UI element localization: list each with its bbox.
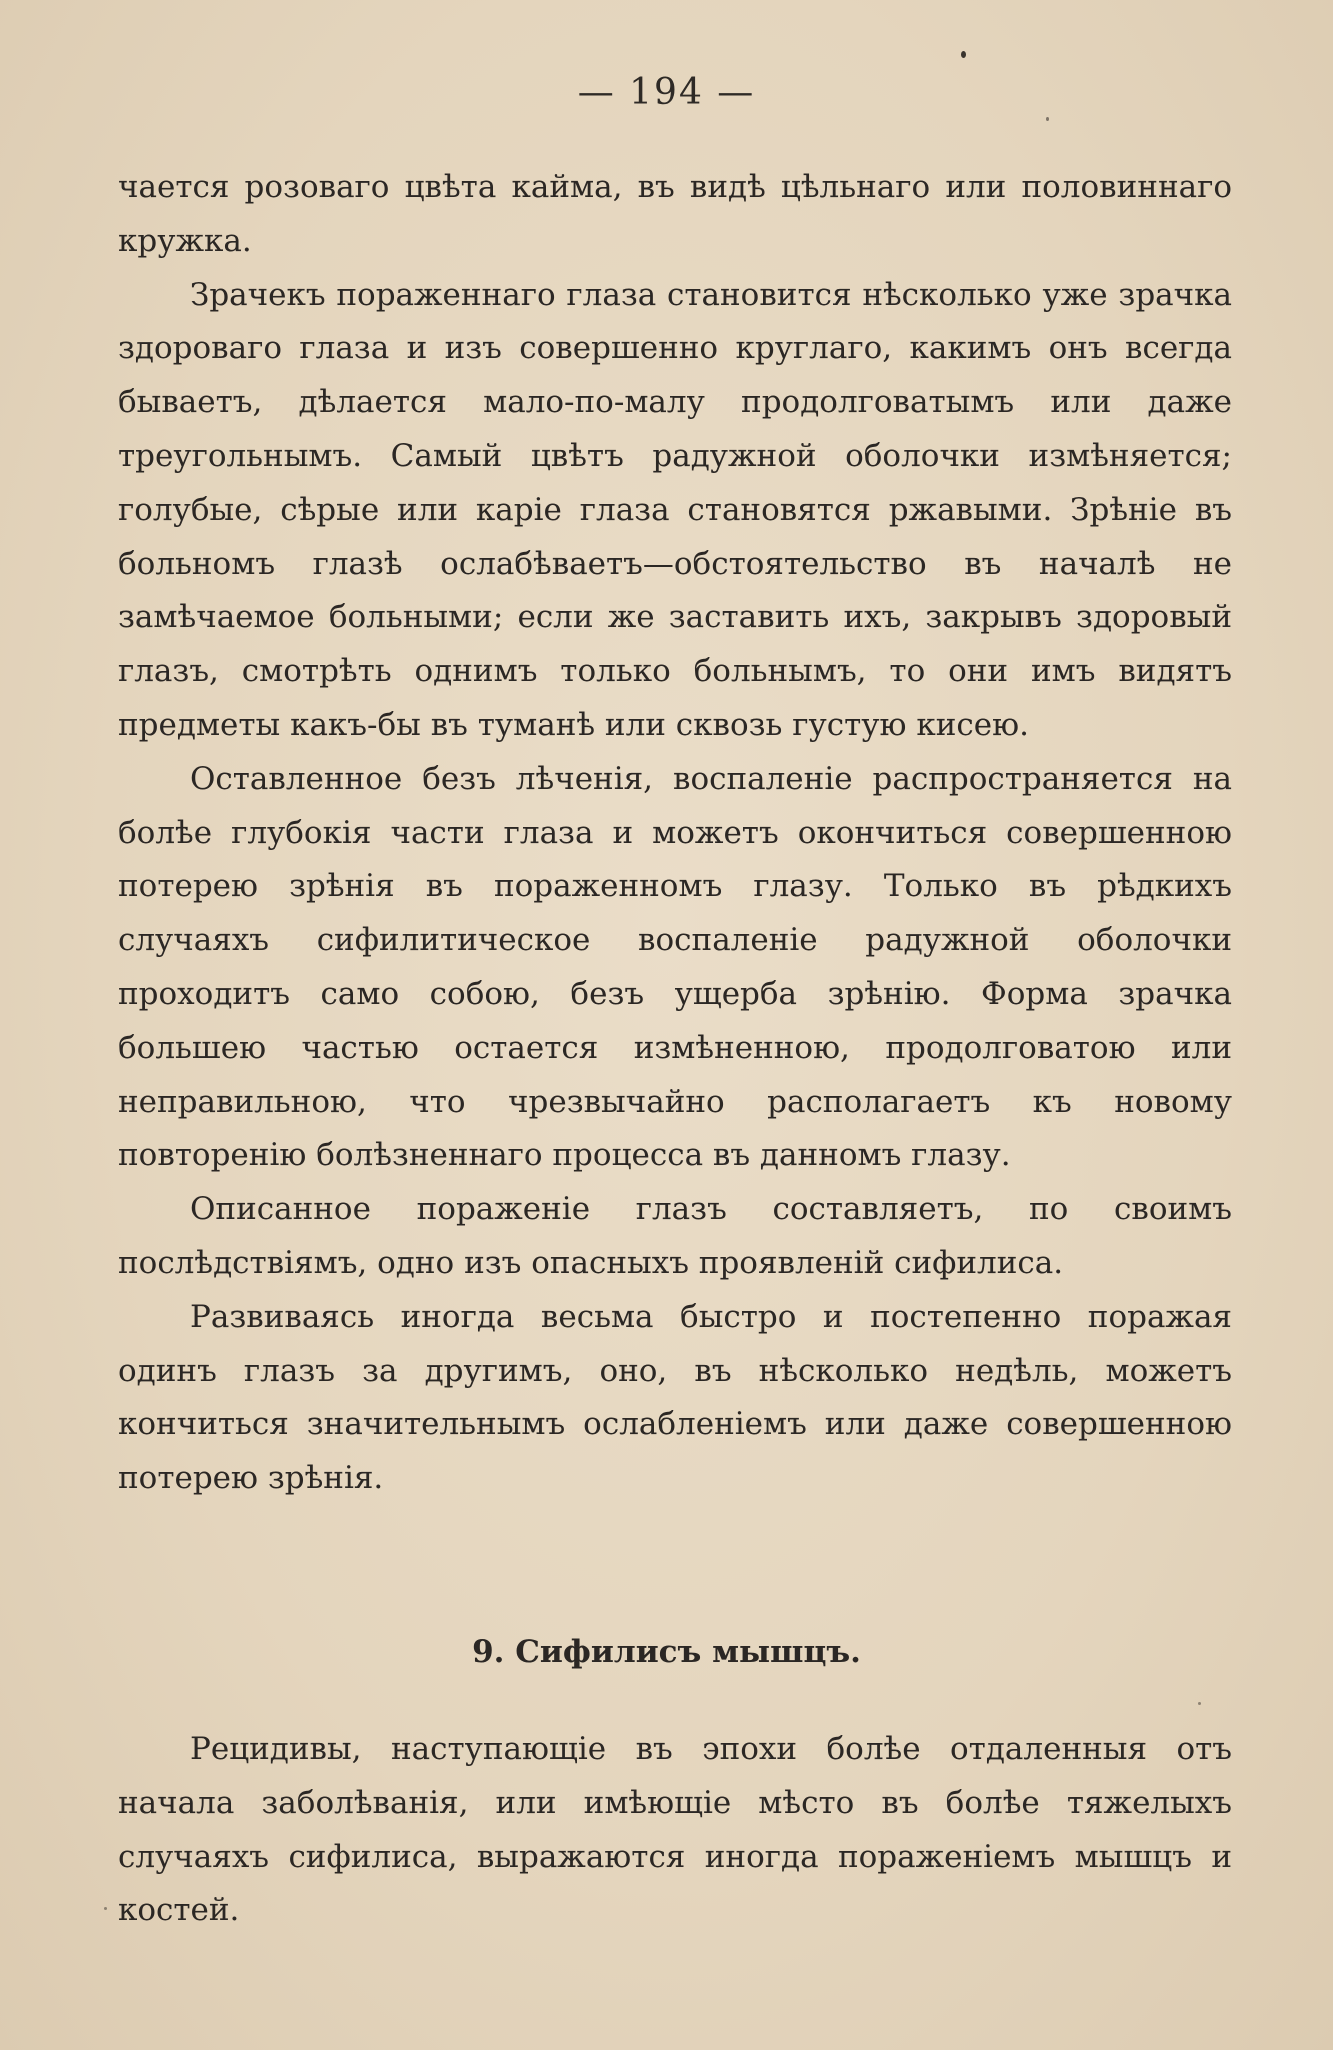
section-body-text [118,1723,1232,1938]
paragraph: Рецидивы, наступающie въ эпохи болѣе отдаленныя отъ начала заболѣванiя, или имѣющie мѣсто въ болѣе тяжелыхъ случаяхъ сифилиса, выражаются иногда пораженiемъ мышцъ и костей. [118,1731,1232,1929]
paragraph: Описанное пораженie глазъ составляетъ, по своимъ послѣдствiямъ, одно изъ опасныхъ проявленiй сифилиса. [118,1191,1232,1281]
paragraph: Оставленное безъ лѣченiя, воспаленie распространяется на болѣе глубокiя части глаза и можетъ окончиться совершенною потерею зрѣнiя въ пораженномъ глазу. Только въ рѣдкихъ случаяхъ сифилитическое воспаленie радужной оболочки проходитъ само собою, безъ ущерба зрѣнiю. Форма зрачка большею частью остается измѣненною, продолговатою или неправильною, что чрезвычайно располагаетъ къ новому повторенiю болѣзненнаго процесса въ данномъ глазу. [118,760,1232,1174]
ink-speck [1198,1702,1201,1705]
ink-speck [961,51,966,58]
paragraph: Развиваясь иногда весьма быстро и постепенно поражая одинъ глазъ за другимъ, оно, въ нѣсколько недѣль, можетъ кончиться значительнымъ ослабленiемъ или даже совершенною потерею зрѣнiя. [118,1298,1232,1497]
page-number: — 194 — [577,72,756,113]
paragraph: Зрачекъ пораженнаго глаза становится нѣсколько уже зрачка здороваго глаза и изъ совершенно круглаго, какимъ онъ всегда бываетъ, дѣлается мало-по-малу продолговатымъ или даже треугольнымъ. Самый цвѣтъ радужной оболочки измѣняется; голубые, сѣрые или карie глаза становятся ржавыми. Зрѣнie въ больномъ глазѣ ослабѣваетъ—обстоятельство въ началѣ не замѣчаемое больными; если же заставить ихъ, закрывъ здоровый глазъ, смотрѣть однимъ только больнымъ, то они имъ видятъ предметы какъ-бы въ туманѣ или сквозь густую кисею. [118,276,1232,743]
paragraph: чается розоваго цвѣта кайма, въ видѣ цѣльнаго или половиннаго кружка. [118,169,1232,259]
section-heading: 9. Сифилисъ мышцъ. [472,1634,861,1670]
ink-speck [1046,117,1049,121]
body-text [118,161,1232,1506]
ink-speck [104,1907,107,1910]
